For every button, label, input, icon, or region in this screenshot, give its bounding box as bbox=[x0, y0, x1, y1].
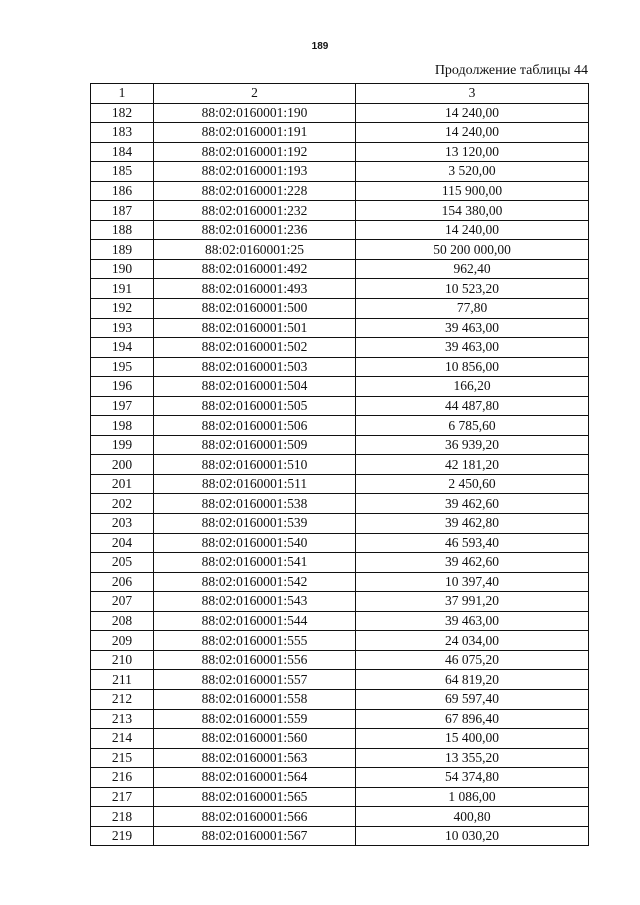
value-cell: 14 240,00 bbox=[356, 220, 589, 240]
table-row bbox=[91, 142, 589, 162]
row-number-cell: 214 bbox=[91, 729, 154, 749]
table-row bbox=[91, 826, 589, 846]
row-number-cell: 192 bbox=[91, 299, 154, 319]
table-row bbox=[91, 318, 589, 338]
value-cell: 64 819,20 bbox=[356, 670, 589, 690]
value-cell: 6 785,60 bbox=[356, 416, 589, 436]
table-row bbox=[91, 572, 589, 592]
row-number-cell: 203 bbox=[91, 514, 154, 534]
row-number-cell: 209 bbox=[91, 631, 154, 651]
value-cell: 39 463,00 bbox=[356, 611, 589, 631]
table-continuation-label: Продолжение таблицы 44 bbox=[434, 63, 588, 78]
cadastral-number-cell: 88:02:0160001:539 bbox=[154, 514, 356, 534]
column-header-1: 1 bbox=[91, 84, 154, 104]
value-cell: 1 086,00 bbox=[356, 787, 589, 807]
value-cell: 36 939,20 bbox=[356, 435, 589, 455]
row-number-cell: 182 bbox=[91, 103, 154, 123]
table-row bbox=[91, 768, 589, 788]
row-number-cell: 201 bbox=[91, 474, 154, 494]
cadastral-number-cell: 88:02:0160001:190 bbox=[154, 103, 356, 123]
table-row bbox=[91, 729, 589, 749]
cadastral-number-cell: 88:02:0160001:563 bbox=[154, 748, 356, 768]
cadastral-number-cell: 88:02:0160001:510 bbox=[154, 455, 356, 475]
table-row bbox=[91, 650, 589, 670]
cadastral-number-cell: 88:02:0160001:191 bbox=[154, 123, 356, 143]
row-number-cell: 213 bbox=[91, 709, 154, 729]
cadastral-number-cell: 88:02:0160001:558 bbox=[154, 689, 356, 709]
cadastral-number-cell: 88:02:0160001:538 bbox=[154, 494, 356, 514]
row-number-cell: 198 bbox=[91, 416, 154, 436]
value-cell: 39 462,60 bbox=[356, 553, 589, 573]
cadastral-number-cell: 88:02:0160001:493 bbox=[154, 279, 356, 299]
data-table bbox=[90, 83, 589, 846]
row-number-cell: 197 bbox=[91, 396, 154, 416]
table-row bbox=[91, 396, 589, 416]
value-cell: 39 462,80 bbox=[356, 514, 589, 534]
row-number-cell: 216 bbox=[91, 768, 154, 788]
row-number-cell: 190 bbox=[91, 259, 154, 279]
table-row bbox=[91, 494, 589, 514]
table-row bbox=[91, 357, 589, 377]
value-cell: 44 487,80 bbox=[356, 396, 589, 416]
cadastral-number-cell: 88:02:0160001:503 bbox=[154, 357, 356, 377]
row-number-cell: 204 bbox=[91, 533, 154, 553]
value-cell: 10 030,20 bbox=[356, 826, 589, 846]
table-row bbox=[91, 240, 589, 260]
row-number-cell: 210 bbox=[91, 650, 154, 670]
cadastral-number-cell: 88:02:0160001:543 bbox=[154, 592, 356, 612]
cadastral-number-cell: 88:02:0160001:541 bbox=[154, 553, 356, 573]
row-number-cell: 185 bbox=[91, 162, 154, 182]
cadastral-number-cell: 88:02:0160001:509 bbox=[154, 435, 356, 455]
cadastral-number-cell: 88:02:0160001:504 bbox=[154, 377, 356, 397]
value-cell: 13 355,20 bbox=[356, 748, 589, 768]
row-number-cell: 184 bbox=[91, 142, 154, 162]
column-header-3: 3 bbox=[356, 84, 589, 104]
row-number-cell: 218 bbox=[91, 807, 154, 827]
value-cell: 67 896,40 bbox=[356, 709, 589, 729]
table-row bbox=[91, 631, 589, 651]
table-row bbox=[91, 181, 589, 201]
table-header-row bbox=[91, 84, 589, 104]
page-number: 189 bbox=[311, 41, 329, 52]
row-number-cell: 199 bbox=[91, 435, 154, 455]
value-cell: 10 397,40 bbox=[356, 572, 589, 592]
table-row bbox=[91, 514, 589, 534]
value-cell: 69 597,40 bbox=[356, 689, 589, 709]
table-row bbox=[91, 553, 589, 573]
table-row bbox=[91, 416, 589, 436]
cadastral-number-cell: 88:02:0160001:556 bbox=[154, 650, 356, 670]
value-cell: 46 593,40 bbox=[356, 533, 589, 553]
value-cell: 962,40 bbox=[356, 259, 589, 279]
table-row bbox=[91, 592, 589, 612]
row-number-cell: 202 bbox=[91, 494, 154, 514]
table-row bbox=[91, 435, 589, 455]
value-cell: 166,20 bbox=[356, 377, 589, 397]
table-row bbox=[91, 474, 589, 494]
cadastral-number-cell: 88:02:0160001:505 bbox=[154, 396, 356, 416]
cadastral-number-cell: 88:02:0160001:25 bbox=[154, 240, 356, 260]
cadastral-number-cell: 88:02:0160001:567 bbox=[154, 826, 356, 846]
row-number-cell: 189 bbox=[91, 240, 154, 260]
row-number-cell: 212 bbox=[91, 689, 154, 709]
cadastral-number-cell: 88:02:0160001:555 bbox=[154, 631, 356, 651]
value-cell: 10 856,00 bbox=[356, 357, 589, 377]
table-row bbox=[91, 201, 589, 221]
table-row bbox=[91, 377, 589, 397]
value-cell: 400,80 bbox=[356, 807, 589, 827]
table-row bbox=[91, 220, 589, 240]
cadastral-number-cell: 88:02:0160001:560 bbox=[154, 729, 356, 749]
value-cell: 42 181,20 bbox=[356, 455, 589, 475]
value-cell: 154 380,00 bbox=[356, 201, 589, 221]
row-number-cell: 194 bbox=[91, 338, 154, 358]
value-cell: 39 463,00 bbox=[356, 338, 589, 358]
table-row bbox=[91, 123, 589, 143]
value-cell: 15 400,00 bbox=[356, 729, 589, 749]
cadastral-number-cell: 88:02:0160001:511 bbox=[154, 474, 356, 494]
cadastral-number-cell: 88:02:0160001:557 bbox=[154, 670, 356, 690]
cadastral-number-cell: 88:02:0160001:492 bbox=[154, 259, 356, 279]
value-cell: 10 523,20 bbox=[356, 279, 589, 299]
row-number-cell: 191 bbox=[91, 279, 154, 299]
cadastral-number-cell: 88:02:0160001:193 bbox=[154, 162, 356, 182]
cadastral-number-cell: 88:02:0160001:236 bbox=[154, 220, 356, 240]
table-row bbox=[91, 338, 589, 358]
cadastral-number-cell: 88:02:0160001:544 bbox=[154, 611, 356, 631]
value-cell: 77,80 bbox=[356, 299, 589, 319]
value-cell: 37 991,20 bbox=[356, 592, 589, 612]
row-number-cell: 183 bbox=[91, 123, 154, 143]
table-row bbox=[91, 611, 589, 631]
row-number-cell: 193 bbox=[91, 318, 154, 338]
table-row bbox=[91, 787, 589, 807]
cadastral-number-cell: 88:02:0160001:540 bbox=[154, 533, 356, 553]
value-cell: 39 463,00 bbox=[356, 318, 589, 338]
row-number-cell: 211 bbox=[91, 670, 154, 690]
row-number-cell: 195 bbox=[91, 357, 154, 377]
row-number-cell: 207 bbox=[91, 592, 154, 612]
cadastral-number-cell: 88:02:0160001:565 bbox=[154, 787, 356, 807]
value-cell: 14 240,00 bbox=[356, 103, 589, 123]
column-header-2: 2 bbox=[154, 84, 356, 104]
table-row bbox=[91, 455, 589, 475]
row-number-cell: 215 bbox=[91, 748, 154, 768]
value-cell: 46 075,20 bbox=[356, 650, 589, 670]
table-row bbox=[91, 670, 589, 690]
value-cell: 50 200 000,00 bbox=[356, 240, 589, 260]
table-row bbox=[91, 162, 589, 182]
row-number-cell: 188 bbox=[91, 220, 154, 240]
value-cell: 54 374,80 bbox=[356, 768, 589, 788]
table-row bbox=[91, 709, 589, 729]
row-number-cell: 208 bbox=[91, 611, 154, 631]
row-number-cell: 200 bbox=[91, 455, 154, 475]
cadastral-number-cell: 88:02:0160001:192 bbox=[154, 142, 356, 162]
value-cell: 3 520,00 bbox=[356, 162, 589, 182]
value-cell: 115 900,00 bbox=[356, 181, 589, 201]
row-number-cell: 205 bbox=[91, 553, 154, 573]
row-number-cell: 186 bbox=[91, 181, 154, 201]
cadastral-number-cell: 88:02:0160001:501 bbox=[154, 318, 356, 338]
row-number-cell: 187 bbox=[91, 201, 154, 221]
value-cell: 14 240,00 bbox=[356, 123, 589, 143]
table-row bbox=[91, 103, 589, 123]
value-cell: 2 450,60 bbox=[356, 474, 589, 494]
cadastral-number-cell: 88:02:0160001:542 bbox=[154, 572, 356, 592]
row-number-cell: 217 bbox=[91, 787, 154, 807]
cadastral-number-cell: 88:02:0160001:559 bbox=[154, 709, 356, 729]
value-cell: 24 034,00 bbox=[356, 631, 589, 651]
row-number-cell: 206 bbox=[91, 572, 154, 592]
value-cell: 13 120,00 bbox=[356, 142, 589, 162]
cadastral-number-cell: 88:02:0160001:500 bbox=[154, 299, 356, 319]
table-body bbox=[91, 103, 589, 846]
table-row bbox=[91, 279, 589, 299]
cadastral-number-cell: 88:02:0160001:566 bbox=[154, 807, 356, 827]
cadastral-number-cell: 88:02:0160001:232 bbox=[154, 201, 356, 221]
table-row bbox=[91, 689, 589, 709]
table-row bbox=[91, 299, 589, 319]
cadastral-number-cell: 88:02:0160001:228 bbox=[154, 181, 356, 201]
cadastral-number-cell: 88:02:0160001:506 bbox=[154, 416, 356, 436]
row-number-cell: 196 bbox=[91, 377, 154, 397]
table-row bbox=[91, 748, 589, 768]
cadastral-number-cell: 88:02:0160001:564 bbox=[154, 768, 356, 788]
table-row bbox=[91, 807, 589, 827]
table-row bbox=[91, 259, 589, 279]
table-row bbox=[91, 533, 589, 553]
row-number-cell: 219 bbox=[91, 826, 154, 846]
cadastral-number-cell: 88:02:0160001:502 bbox=[154, 338, 356, 358]
value-cell: 39 462,60 bbox=[356, 494, 589, 514]
